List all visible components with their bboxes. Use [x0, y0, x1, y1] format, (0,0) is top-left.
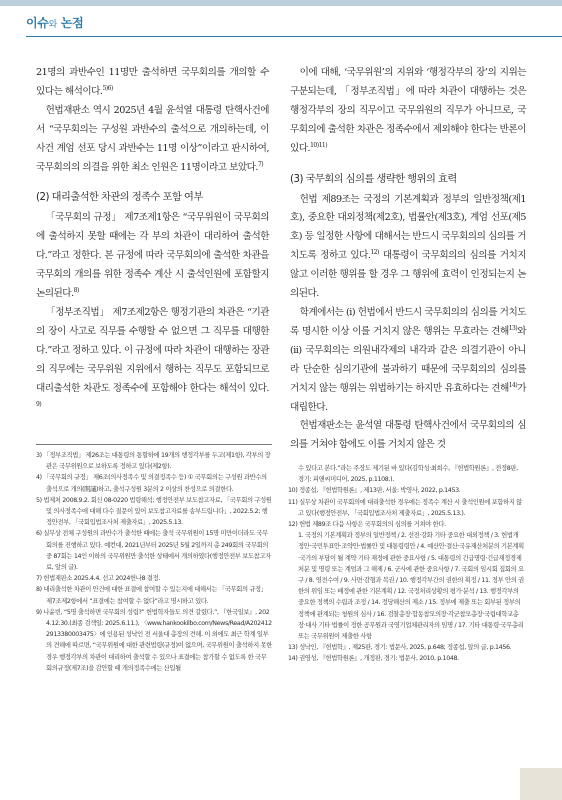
paragraph-text: 21명의 과반수인 11명만 출석하면 국무회의를 개의할 수 있다는 해석이다.: [36, 67, 269, 97]
paragraph-text: 대통령이 국무회의의 심의를 거치지 않고 이러한 행위를 할 경우 그 행위에 효력이 인정되는지 논의된다.: [290, 250, 526, 300]
right-column: [290, 64, 526, 455]
section-heading: (2) 대리출석한 차관의 정족수 포함 여부: [36, 192, 203, 204]
paragraph-text: 헌법 제89조는 국정의 기본계획과 정부의 일반정책(제1호), 중요한 대외정책(제2호), 법률안(제3호), 계엄 선포(제5호) 등 일정한 사항에 대해서는 반드시 국무회의의 심의를 거치도록 정하고 있다.: [290, 193, 526, 262]
paragraph-text: 「정부조직법」 제7조제2항은 행정기관의 차관은 “기관의 장이 사고로 직무를 수행할 수 없으면 그 직무를 대행한다.”라고 정하고 있다. 이 규정에 따라 차관이 대행하는 장관의 직무에는 국무위원 지위에서 행하는 직무도 포함되므로 대리출석한 차관도 정족수에 포함해야 한다는 해석이 있다.: [36, 306, 269, 394]
section-tag-b: 논점: [60, 16, 84, 30]
footnote-item: 6) 실무상 전체 구성원의 과반수가 출석한 때에는 출석 국무위원이 15명 미만이더라도 국무회의를 진행하고 있다. 예컨대, 2021년부터 2025년 5월 2일까지 총 249회의 국무회의 중 87회는 14인 이하의 국무위원만 출석한 상태에서 개의하였다(행정안전부 보도참고자료, 앞의 글).: [36, 530, 271, 572]
paragraph-text: 「국무회의 규정」 제7조제1항은 “국무위원이 국무회의에 출석하지 못할 때에는 각 부의 차관이 대리하여 출석한다.”라고 정한다. 본 규정에 따라 국무회의에 출석한 차관을 국무회의 개의를 위한 정족수 계산 시 출석인원에 포함할지 논의된다.: [36, 212, 269, 300]
paragraph-text: 가 대립한다.: [290, 382, 526, 413]
footnote-ref[interactable]: 8): [73, 286, 79, 294]
footnote-item: 11) 실무상 차관이 국무회의에 대리출석한 경우에는 정족수 계산 시 출석인원에 포함하지 않고 있다(행정안전부, 「국회입법조사처 제출자료」, 2025.5.13.).: [288, 498, 522, 517]
paragraph: [36, 209, 269, 304]
paragraph-text: 헌법재판소는 윤석열 대통령 탄핵사건에서 국무회의의 심의를 거쳐야 함에도 이를 거치지 않은 것: [290, 420, 526, 451]
paragraph-text: 학계에서는 (i) 헌법에서 반드시 국무회의의 심의를 거치도록 명시한 이상 이를 거치지 않은 행위는 무효라는 견해: [290, 306, 526, 337]
footnote-ref[interactable]: 13): [508, 324, 518, 332]
paragraph: [290, 304, 526, 417]
footnote-ref[interactable]: 5)6): [102, 84, 113, 92]
footnote-ref[interactable]: 9): [36, 400, 42, 408]
footnote-item: 수 있다고 본다.”라는 주장도 제기된 바 있다(김학성·최희수, 『헌법학원론』, 전정8판, 경기: 피앤씨미디어, 2025, p.1108.).: [298, 465, 518, 484]
paragraph: [36, 304, 269, 417]
section-heading: (3) 국무회의 심의를 생략한 행위의 효력: [290, 173, 457, 185]
left-column: [36, 64, 269, 417]
page-header: [0, 0, 562, 40]
paragraph: [36, 102, 269, 178]
footnote-item: 10) 정종섭, 『헌법학원론』, 제13판, 서울: 박영사, 2022, p.1453.: [288, 487, 461, 495]
page-corner-shade: [520, 768, 562, 800]
footnote-item: 13) 성낙인, 『헌법학』, 제25판, 경기: 법문사, 2025, p.648; 정종섭, 앞의 글, p.1456.: [288, 644, 512, 652]
footnote-ref[interactable]: 10)11): [310, 141, 328, 149]
section-tag: [26, 14, 83, 31]
section-tag-wa: 와: [48, 20, 57, 30]
footnotes-right: [288, 463, 524, 665]
paragraph-text: 이에 대해, ‘국무위원’의 지위와 ‘행정각부의 장’의 지위는 구분되는데, 「정부조직법」에 따라 차관이 대행하는 것은 행정각부의 장의 직무이고 국무위원의 직무가 아니므로, 국무회의에 출석한 차관은 정족수에서 제외해야 한다는 반론이 있다.: [290, 67, 526, 154]
header-rule: [26, 36, 562, 37]
footnote-item: 14) 권영성, 『헌법학원론』, 개정판, 경기: 법문사, 2010, p.1048.: [288, 655, 459, 663]
footnote-ref[interactable]: 14): [508, 381, 518, 389]
footnote-item: 1. 국정의 기본계획과 정부의 일반정책 / 2. 선전·강화 기타 중요한 대외정책 / 3. 헌법개정안·국민투표안·조약안·법률안 및 대통령령안 / 4. 예산안·결산·국유재산처분의 기본계획·국가의 부담이 될 계약 기타 재정에 관한 중요사항 / 5. 대통령의 긴급명령·긴급재정경제처분 및 명령 또는 계엄과 그 해제 / 6. 군사에 관한 중요사항 / 7. 국회의 임시회 집회의 요구 / 8. 영전수여 / 9. 사면·감형과 복권 / 10. 행정각부간의 권한의 획정 / 11. 정부 안의 권한의 위임 또는 배정에 관한 기본계획 / 12. 국정처리상황의 평가·분석 / 13. 행정각부의 중요한 정책의 수립과 조정 / 14. 정당해산의 제소 / 15. 정부에 제출 또는 회부된 정부의 정책에 관계되는 청원의 심사 / 16. 검찰총장·합동참모의장·각군참모총장·국립대학교총장·대사 기타 법률이 정한 공무원과 국영기업체관리자의 임명 / 17. 기타 대통령·국무총리 또는 국무위원이 제출한 사항: [298, 532, 524, 641]
paragraph: [290, 64, 526, 159]
footnote-item: 3) 「정부조직법」 제26조는 대통령의 통할하에 19개의 행정각부를 두고(제1항), 각부의 장관은 국무위원으로 보하도록 정하고 있다(제2항).: [36, 452, 271, 471]
footnote-item: 8) 대리출석한 차관이 안건에 대한 표결에 참여할 수 있는지에 대해서는 「국무회의 규정」 제7조제2항에서 “표결에는 참여할 수 없다”라고 명시하고 있다.: [36, 586, 267, 605]
footnote-item: 5) 법제처 2008.9.2. 회신 08-0220 법령해석; 행정안전부 보도참고자료, 「국무회의 구성원 및 의사정족수에 대해 다수 질문이 있어 보도참고자료를 송부드립니다」, 2022.5.2; 행정안전부, 「국회입법조사처 제출자료」, 2025.5.13.: [36, 496, 272, 527]
paragraph: [36, 64, 269, 102]
footnote-item: 7) 헌법재판소 2025.4.4. 선고 2024헌나8 결정.: [36, 575, 160, 583]
footnotes-left: [36, 450, 272, 674]
footnote-item: 9) 나윤빈, “5명 출석하면 국무회의 성립?” 헌법학자들도 의견 갈렸다.”, 『한국일보』, 2024.12.30.(최종 검색일: 2025.6.11.), 〈www.hankookilbo.com/News/Read/A2024122913380003475〉에 인용된 성낙인 전 서울대 총장의 견해. 이 외에도 최근 학계 일부의 견해에 따르면, “국무위원에 대한 관련법령(규정)이 없으며, 국무위원이 출석하지 못한 경우 행정각부의 차관이 대리하여 출석할 수 있으나 표결에는 참가할 수 없도록 한 국무회의규정(제7조)을 감안할 때 개의정족수에는 산입될: [36, 608, 272, 672]
footnote-item: 4) 「국무회의 규정」 제6조(의사정족수 및 의결정족수 등) ① 국무회의는 구성원 과반수의 출석으로 개의(開議)하고, 출석구성원 3분의 2 이상의 찬성으로 의결한다.: [36, 474, 267, 493]
paragraph: [290, 191, 526, 304]
paragraph: [290, 417, 526, 455]
footnote-ref[interactable]: 12): [370, 249, 379, 257]
footnote-ref[interactable]: 7): [257, 160, 264, 168]
paragraph-text: 헌법재판소 역시 2025년 4월 윤석열 대통령 탄핵사건에서 “국무회의는 구성원 과반수의 출석으로 개의하는데, 이 사건 계엄 선포 당시 과반수는 11명 이상”이라고 판시하여, 국무회의의 의결을 위한 최소 인원은 11명이라고 보았다.: [36, 104, 269, 173]
paragraph-text: 와 (ii) 국무회의는 의원내각제의 내각과 같은 의결기관이 아니라 단순한 심의기관에 불과하기 때문에 국무회의의 심의를 거치지 않는 행위는 위법하기는 하지만 유효하다는 견해: [290, 325, 526, 394]
footnote-item: 12) 헌법 제89조 다음 사항은 국무회의의 심의를 거쳐야 한다.: [288, 521, 446, 529]
section-tag-a: 이슈: [26, 16, 49, 30]
header-color-bar: [0, 0, 562, 6]
